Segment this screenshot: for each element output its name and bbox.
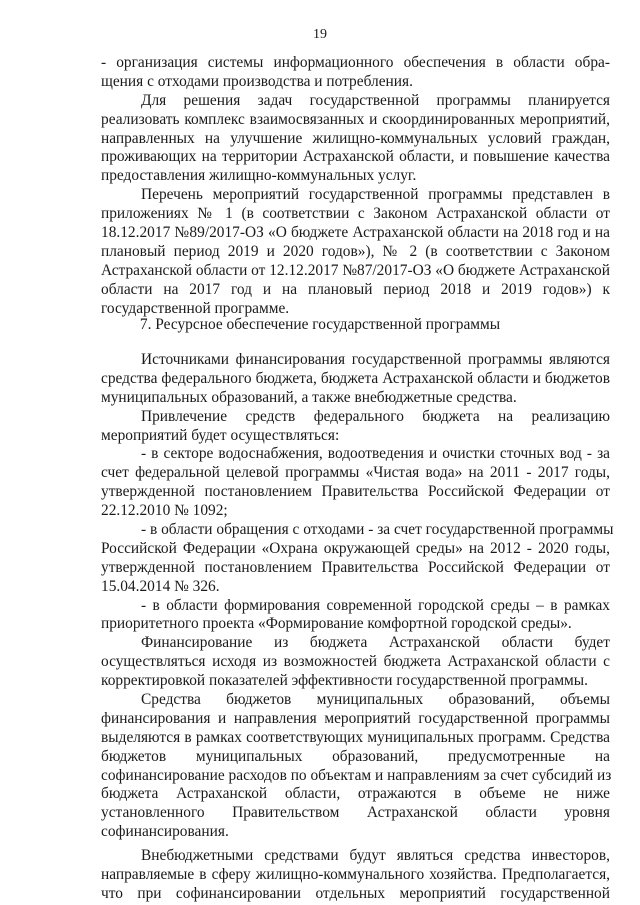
text-line: Для решения задач государственной программы планируется — [141, 91, 610, 109]
text-line: бюджета Астраханской области, отражаются в объеме не ниже — [101, 785, 610, 803]
text-line: Внебюджетными средствами будут являться средства инвесторов, — [141, 847, 610, 865]
text-line: мероприятий будет осуществляться: — [101, 426, 340, 444]
text-line: Астраханской области от 12.12.2017 №87/2017-ОЗ «О бюджете Астраханской — [101, 261, 610, 279]
text-line: софинансирования. — [101, 823, 229, 841]
text-line: утвержденной постановлением Правительства Российской Федерации от — [101, 558, 610, 576]
text-line: реализовать комплекс взаимосвязанных и скоординированных мероприятий, — [101, 110, 610, 128]
text-line: Привлечение средств федерального бюджета на реализацию — [141, 407, 610, 425]
text-block-1 — [101, 54, 610, 318]
text-line: 18.12.2017 №89/2017-ОЗ «О бюджете Астраханской области на 2018 год и на — [101, 224, 610, 242]
text-line: приложениях № 1 (в соответствии с Законом Астраханской области от — [101, 205, 610, 223]
text-line: предоставления жилищно-коммунальных услуг. — [101, 167, 417, 185]
text-line: щения с отходами производства и потребления. — [101, 72, 413, 90]
text-line: утвержденной постановлением Правительства Российской Федерации от — [101, 483, 610, 501]
text-line: приоритетного проекта «Формирование комфортной городской среды». — [101, 615, 572, 633]
text-line: Средства бюджетов муниципальных образований, объемы — [141, 691, 610, 709]
text-line: - в области обращения с отходами - за счет государственной программы — [141, 521, 614, 539]
text-line: Российской Федерации «Охрана окружающей среды» на 2012 - 2020 годы, — [101, 539, 610, 557]
text-line: Финансирование из бюджета Астраханской области будет — [141, 634, 610, 652]
text-line: плановый период 2019 и 2020 годов»), № 2 (в соответствии с Законом — [101, 242, 610, 260]
text-line: 15.04.2014 № 326. — [101, 577, 220, 595]
text-line: - в секторе водоснабжения, водоотведения и очистки сточных вод - за — [141, 445, 610, 463]
text-line: - в области формирования современной городской среды – в рамках — [141, 596, 610, 614]
text-line: муниципальных образований, а также внебюджетные средства. — [101, 388, 517, 406]
text-line: 22.12.2010 № 1092; — [101, 502, 228, 520]
text-line: направляемые в сферу жилищно-коммунального хозяйства. Предполагается, — [101, 866, 610, 884]
text-line: проживающих на территории Астраханской области, и повышение качества — [101, 148, 610, 166]
text-line: Перечень мероприятий государственной программы представлен в — [141, 186, 610, 204]
section-heading: 7. Ресурсное обеспечение государственной программы — [139, 316, 501, 333]
text-line: государственной программе. — [101, 299, 290, 317]
text-line: средства федерального бюджета, бюджета Астраханской области и бюджетов — [101, 369, 610, 387]
text-line: осуществляться исходя из возможностей бюджета Астраханской области с — [101, 653, 610, 671]
page-number: 19 — [313, 27, 327, 42]
text-line: направленных на улучшение жилищно-коммунальных условий граждан, — [101, 129, 610, 147]
text-line: области на 2017 год и на плановый период 2018 и 2019 годов») к — [101, 280, 610, 298]
text-line: финансирования и направления мероприятий государственной программы — [101, 709, 610, 727]
text-block-2 — [101, 351, 614, 904]
text-line: - организация системы информационного обеспечения в области обра- — [101, 54, 610, 71]
text-line: установленного Правительством Астраханской области уровня — [101, 804, 610, 822]
text-line: софинансирование расходов по объектам и направлениям за счет субсидий из — [101, 766, 612, 784]
text-line: выделяются в рамках соответствующих муниципальных программ. Средства — [101, 728, 610, 746]
text-line: что при софинансировании отдельных мероприятий государственной — [101, 884, 610, 902]
text-line: бюджетов муниципальных образований, предусмотренные на — [101, 747, 610, 765]
text-line: Источниками финансирования государственной программы являются — [141, 351, 610, 368]
text-line: корректировкой показателей эффективности государственной программы. — [101, 672, 588, 690]
text-line: счет федеральной целевой программы «Чистая вода» на 2011 - 2017 годы, — [101, 464, 610, 482]
